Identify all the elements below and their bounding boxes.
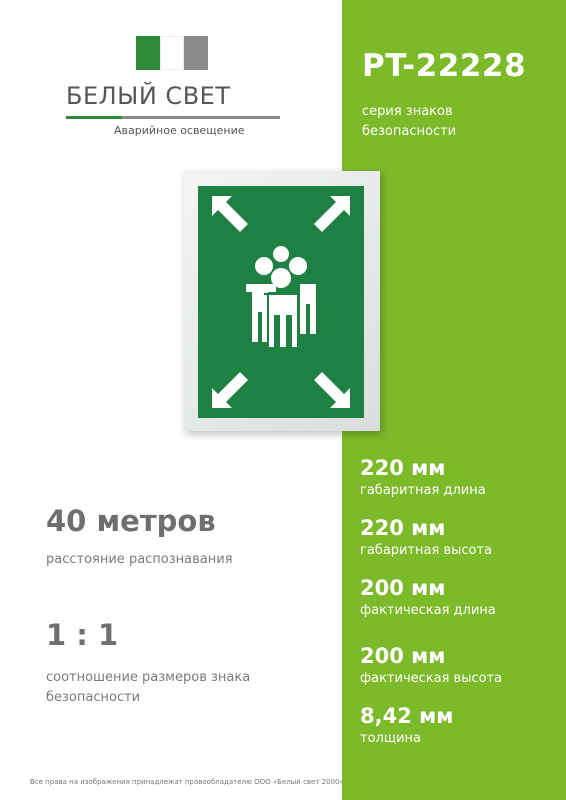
spec-value: 220 мм — [360, 516, 446, 540]
spec-item — [360, 456, 486, 499]
spec-label: фактическая высота — [360, 671, 503, 686]
logo-tagline: Аварийное освещение — [114, 124, 245, 137]
distance-value: 40 метров — [46, 504, 216, 538]
spec-item — [360, 516, 492, 559]
copyright-footer: Все права на изображения принадлежат правообладателю ООО «Белый свет 2000» — [30, 778, 344, 786]
spec-value: 200 мм — [360, 644, 446, 668]
product-code: PT-22228 — [362, 48, 527, 84]
logo-block-white — [160, 36, 184, 70]
spec-value: 8,42 мм — [360, 704, 454, 728]
logo-block-gray — [184, 36, 208, 70]
product-series: серия знаков безопасности — [362, 104, 457, 139]
spec-value: 220 мм — [360, 456, 446, 480]
spec-label: габаритная длина — [360, 483, 486, 498]
spec-label: габаритная высота — [360, 543, 493, 558]
ratio-label: соотношение размеров знака безопасности — [46, 670, 251, 705]
spec-item — [360, 644, 502, 687]
spec-item — [360, 576, 496, 619]
logo-name: БЕЛЫЙ СВЕТ — [66, 82, 231, 110]
logo-block-green — [136, 36, 160, 70]
spec-label: толщина — [360, 731, 421, 746]
assembly-point-icon — [198, 186, 364, 418]
logo-color-blocks — [136, 36, 208, 70]
distance-label: расстояние распознавания — [46, 552, 233, 567]
spec-value: 200 мм — [360, 576, 446, 600]
ratio-value: 1 : 1 — [46, 618, 119, 652]
spec-label: фактическая длина — [360, 603, 496, 618]
spec-item — [360, 704, 453, 747]
logo-underline — [66, 116, 280, 119]
